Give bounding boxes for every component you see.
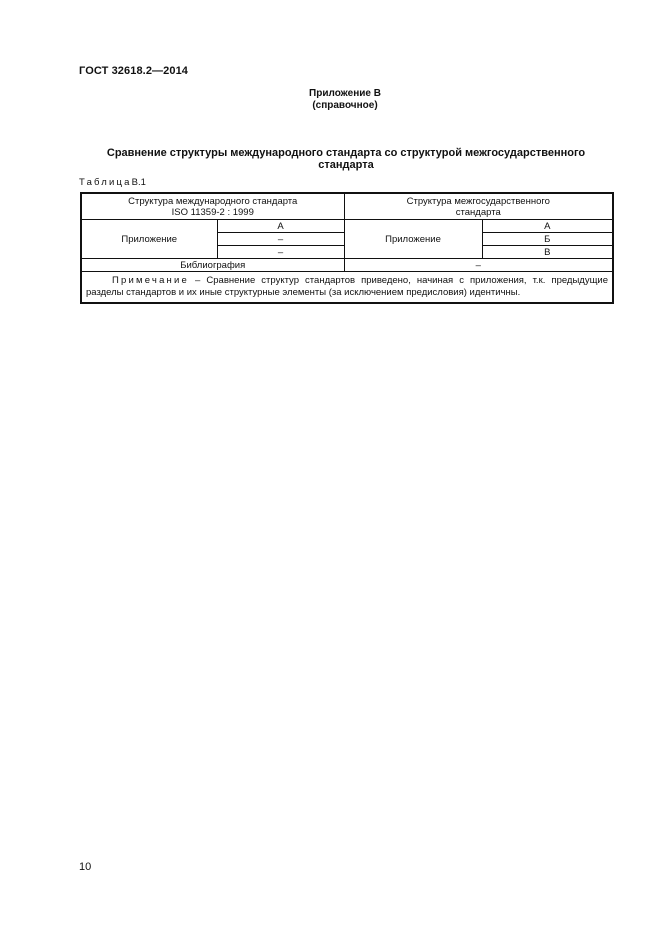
header-international-line2: ISO 11359-2 : 1999	[171, 206, 254, 218]
section-title	[90, 147, 602, 171]
table-caption	[79, 177, 146, 188]
comparison-table	[80, 192, 614, 304]
page-number: 10	[79, 861, 92, 873]
document-code: ГОСТ 32618.2—2014	[79, 65, 189, 77]
table-caption-number: В.1	[131, 177, 146, 188]
note-label: Примечание	[112, 275, 189, 286]
annex-label-right: Приложение	[344, 220, 482, 259]
left-annex-value: А	[217, 220, 344, 233]
table-header-row	[81, 193, 613, 220]
header-interstate	[344, 193, 613, 220]
table-note	[81, 272, 613, 304]
left-annex-value: –	[217, 233, 344, 246]
header-interstate-line1: Структура межгосударственного	[406, 195, 550, 207]
right-annex-value: В	[482, 246, 613, 259]
header-international-line1: Структура международного стандарта	[128, 195, 298, 207]
right-annex-value: Б	[482, 233, 613, 246]
note-text: – Сравнение структур стандартов приведено, начиная с приложения, т.к. предыдущие разделы стандартов и их иные структурные элементы (за исключением предисловия) идентичны.	[86, 275, 609, 298]
table-caption-label: Таблица	[79, 177, 132, 188]
section-title-line1: Сравнение структуры международного стандарта со структурой межгосударственного	[106, 147, 586, 159]
bibliography-left: Библиография	[81, 259, 344, 272]
bibliography-row	[81, 259, 613, 272]
annex-label-left: Приложение	[81, 220, 217, 259]
right-annex-value: А	[482, 220, 613, 233]
table-row	[81, 220, 613, 233]
header-international	[81, 193, 344, 220]
annex-subtitle: (справочное)	[312, 100, 378, 111]
note-row	[81, 272, 613, 304]
left-annex-value: –	[217, 246, 344, 259]
annex-title: Приложение В	[309, 88, 381, 99]
bibliography-right: –	[344, 259, 613, 272]
section-title-line2: стандарта	[318, 159, 374, 171]
header-interstate-line2: стандарта	[455, 206, 501, 218]
